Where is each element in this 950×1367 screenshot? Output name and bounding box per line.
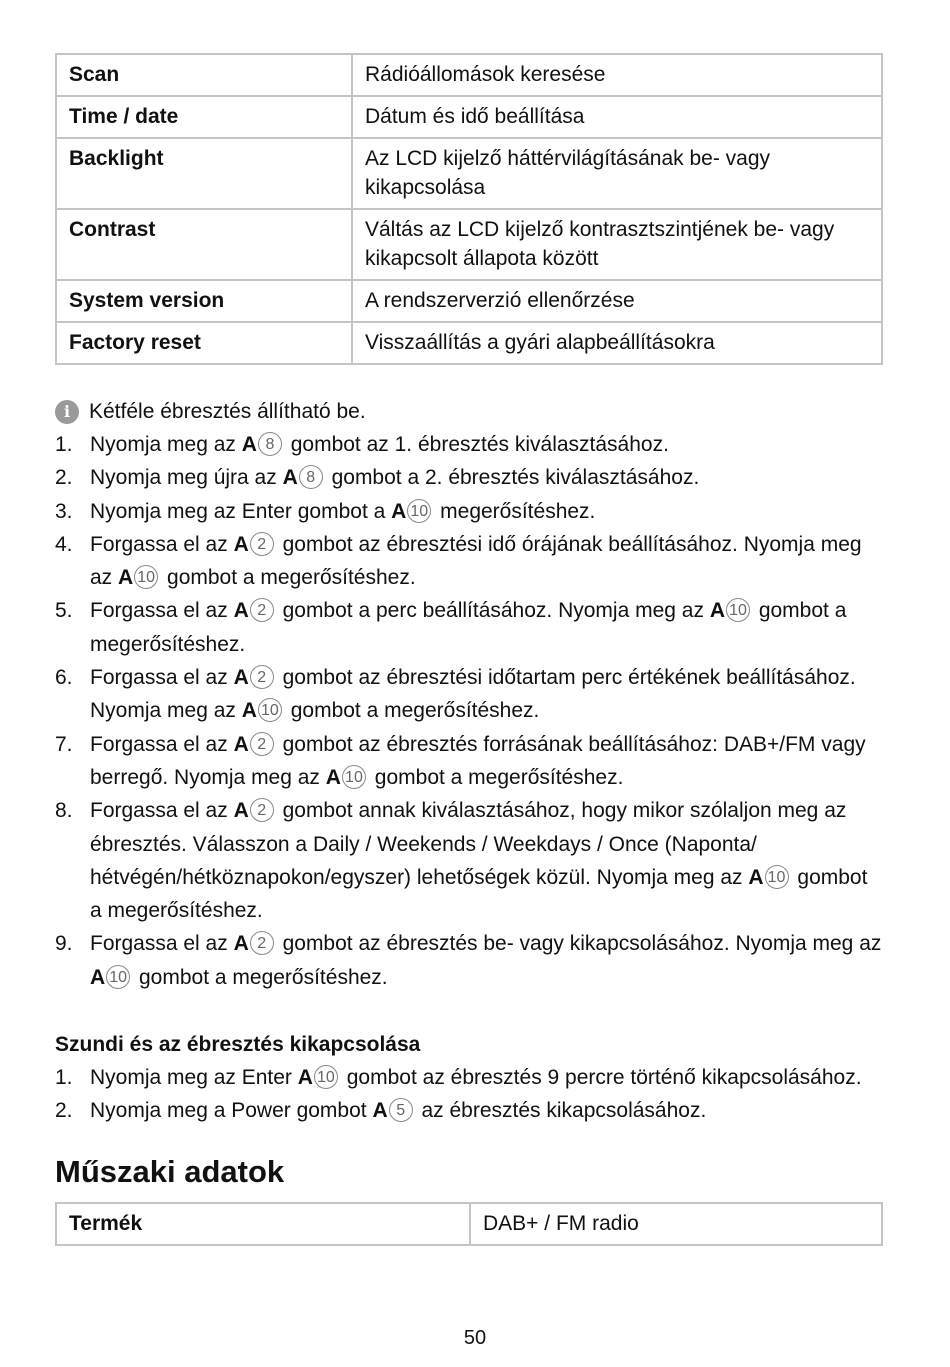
- list-item: [55, 927, 883, 994]
- callout-number: 10: [106, 965, 130, 989]
- figure-reference: A: [90, 965, 106, 989]
- snooze-heading: Szundi és az ébresztés kikapcsolása: [55, 1033, 421, 1057]
- callout-number: 10: [342, 765, 366, 789]
- step-text: megerősítéshez.: [434, 499, 596, 523]
- table-value-cell: Visszaállítás a gyári alapbeállításokra: [352, 322, 882, 364]
- step-number: 6.: [55, 666, 73, 690]
- step-text: gombot a megerősítéshez.: [161, 566, 416, 590]
- callout-number: 10: [726, 598, 750, 622]
- table-row: [56, 1203, 882, 1245]
- step-text: Nyomja meg az Enter: [90, 1066, 298, 1090]
- table-row: [56, 96, 882, 138]
- manual-page: [55, 53, 883, 1246]
- step-number: 5.: [55, 599, 73, 623]
- callout-number: 5: [389, 1098, 413, 1122]
- figure-reference: A: [118, 566, 134, 590]
- table-row: [56, 138, 882, 209]
- step-text: gombot az ébresztés be- vagy kikapcsolásához. Nyomja meg az: [276, 932, 882, 956]
- step-text: Nyomja meg az Enter gombot a: [90, 499, 392, 523]
- table-value-cell: A rendszerverzió ellenőrzése: [352, 280, 882, 322]
- step-text: gombot az ébresztés forrásának beállításához: DAB+/FM vagy berregő. Nyomja meg az: [90, 732, 866, 789]
- figure-reference: A: [233, 532, 249, 556]
- callout-number: 2: [250, 798, 274, 822]
- callout-number: 10: [314, 1065, 338, 1089]
- callout-number: 2: [250, 598, 274, 622]
- step-text: gombot a megerősítéshez.: [133, 965, 388, 989]
- step-text: Nyomja meg az: [90, 433, 242, 456]
- step-text: Forgassa el az: [90, 666, 234, 690]
- figure-reference: A: [241, 433, 257, 456]
- list-item: [55, 1094, 883, 1127]
- figure-reference: A: [748, 865, 764, 889]
- step-text: Nyomja meg újra az: [90, 466, 283, 490]
- table-value-cell: DAB+ / FM radio: [470, 1203, 882, 1245]
- list-item: [55, 528, 883, 595]
- step-text: Nyomja meg a Power gombot: [90, 1099, 373, 1123]
- callout-number: 8: [258, 432, 282, 456]
- specs-table-body: [56, 1203, 882, 1245]
- step-text: gombot a megerősítéshez.: [368, 765, 624, 789]
- list-item: [55, 428, 883, 461]
- figure-reference: A: [233, 599, 249, 623]
- callout-number: 10: [765, 865, 789, 889]
- alarm-steps-list: [55, 428, 883, 994]
- menu-functions-table: [55, 53, 883, 365]
- step-number: 3.: [55, 499, 73, 523]
- step-text: Forgassa el az: [90, 799, 234, 823]
- table-row: [56, 322, 882, 364]
- specs-table: [55, 1202, 883, 1246]
- table-value-cell: Dátum és idő beállítása: [352, 96, 882, 138]
- table-key-cell: Time / date: [56, 96, 352, 138]
- info-note: [55, 395, 883, 428]
- step-text: gombot a megerősítéshez.: [284, 699, 540, 723]
- callout-number: 8: [299, 465, 323, 489]
- figure-reference: A: [233, 799, 249, 823]
- list-item: [55, 1061, 883, 1094]
- step-number: 4.: [55, 532, 73, 556]
- table-key-cell: Factory reset: [56, 322, 352, 364]
- step-text: Forgassa el az: [90, 599, 234, 623]
- step-text: az ébresztés kikapcsolásához.: [415, 1099, 707, 1123]
- step-text: Forgassa el az: [90, 932, 234, 956]
- figure-reference: A: [372, 1099, 388, 1123]
- figure-reference: A: [282, 466, 298, 490]
- info-icon: i: [55, 400, 79, 424]
- step-number: 8.: [55, 799, 73, 823]
- list-item: [55, 661, 883, 728]
- step-text: gombot a megerősítéshez.: [90, 865, 868, 923]
- step-text: gombot a perc beállításához. Nyomja meg az: [276, 599, 710, 623]
- figure-reference: A: [233, 666, 249, 690]
- step-number: 2.: [55, 466, 73, 490]
- callout-number: 2: [250, 532, 274, 556]
- list-item: [55, 794, 883, 927]
- table-value-cell: Rádióállomások keresése: [352, 54, 882, 96]
- table-row: [56, 209, 882, 280]
- callout-number: 2: [250, 732, 274, 756]
- step-text: gombot az ébresztési idő órájának beállításához. Nyomja meg az: [90, 532, 862, 590]
- table-key-cell: Contrast: [56, 209, 352, 280]
- step-text: Forgassa el az: [90, 532, 234, 556]
- figure-reference: A: [233, 932, 249, 956]
- callout-number: 10: [258, 698, 282, 722]
- table-key-cell: System version: [56, 280, 352, 322]
- step-text: gombot a megerősítéshez.: [90, 599, 847, 656]
- figure-reference: A: [233, 732, 249, 756]
- callout-number: 2: [250, 665, 274, 689]
- specs-heading: Műszaki adatok: [55, 1153, 285, 1189]
- step-text: gombot az ébresztés 9 percre történő kikapcsolásához.: [340, 1066, 862, 1090]
- table-key-cell: Scan: [56, 54, 352, 96]
- table-row: [56, 54, 882, 96]
- figure-reference: A: [297, 1066, 313, 1090]
- step-number: 7.: [55, 732, 73, 756]
- step-text: gombot az ébresztési időtartam perc értékének beállításához. Nyomja meg az: [90, 666, 856, 723]
- table-value-cell: Váltás az LCD kijelző kontrasztszintjének be- vagy kikapcsolt állapota között: [352, 209, 882, 280]
- snooze-steps-list: [55, 1061, 883, 1128]
- table-value-cell: Az LCD kijelző háttérvilágításának be- vagy kikapcsolása: [352, 138, 882, 209]
- step-text: Forgassa el az: [90, 732, 234, 756]
- step-number: 1.: [55, 433, 73, 456]
- list-item: [55, 461, 883, 494]
- page-number: 50: [463, 1327, 487, 1349]
- menu-table-body: [56, 54, 882, 364]
- step-number: 9.: [55, 932, 73, 956]
- table-row: [56, 280, 882, 322]
- callout-number: 10: [407, 499, 431, 523]
- step-text: gombot annak kiválasztásához, hogy mikor szólaljon meg az ébresztés. Válasszon a Daily / Weekends / Weekdays / Once (Naponta/ hétvégén/hétköznapokon/egyszer) lehetőségek közül. Nyomja meg az: [90, 799, 847, 889]
- list-item: [55, 728, 883, 795]
- list-item: [55, 594, 883, 661]
- step-number: 2.: [55, 1099, 73, 1123]
- callout-number: 2: [250, 931, 274, 955]
- step-number: 1.: [55, 1066, 73, 1090]
- info-note-text: Kétféle ébresztés állítható be.: [89, 400, 366, 423]
- table-key-cell: Backlight: [56, 138, 352, 209]
- figure-reference: A: [709, 599, 725, 623]
- callout-number: 10: [134, 565, 158, 589]
- table-key-cell: Termék: [56, 1203, 470, 1245]
- list-item: [55, 495, 883, 528]
- step-text: gombot az 1. ébresztés kiválasztásához.: [284, 433, 669, 456]
- step-text: gombot a 2. ébresztés kiválasztásához.: [325, 466, 700, 490]
- figure-reference: A: [325, 765, 341, 789]
- figure-reference: A: [391, 499, 407, 523]
- figure-reference: A: [241, 699, 257, 723]
